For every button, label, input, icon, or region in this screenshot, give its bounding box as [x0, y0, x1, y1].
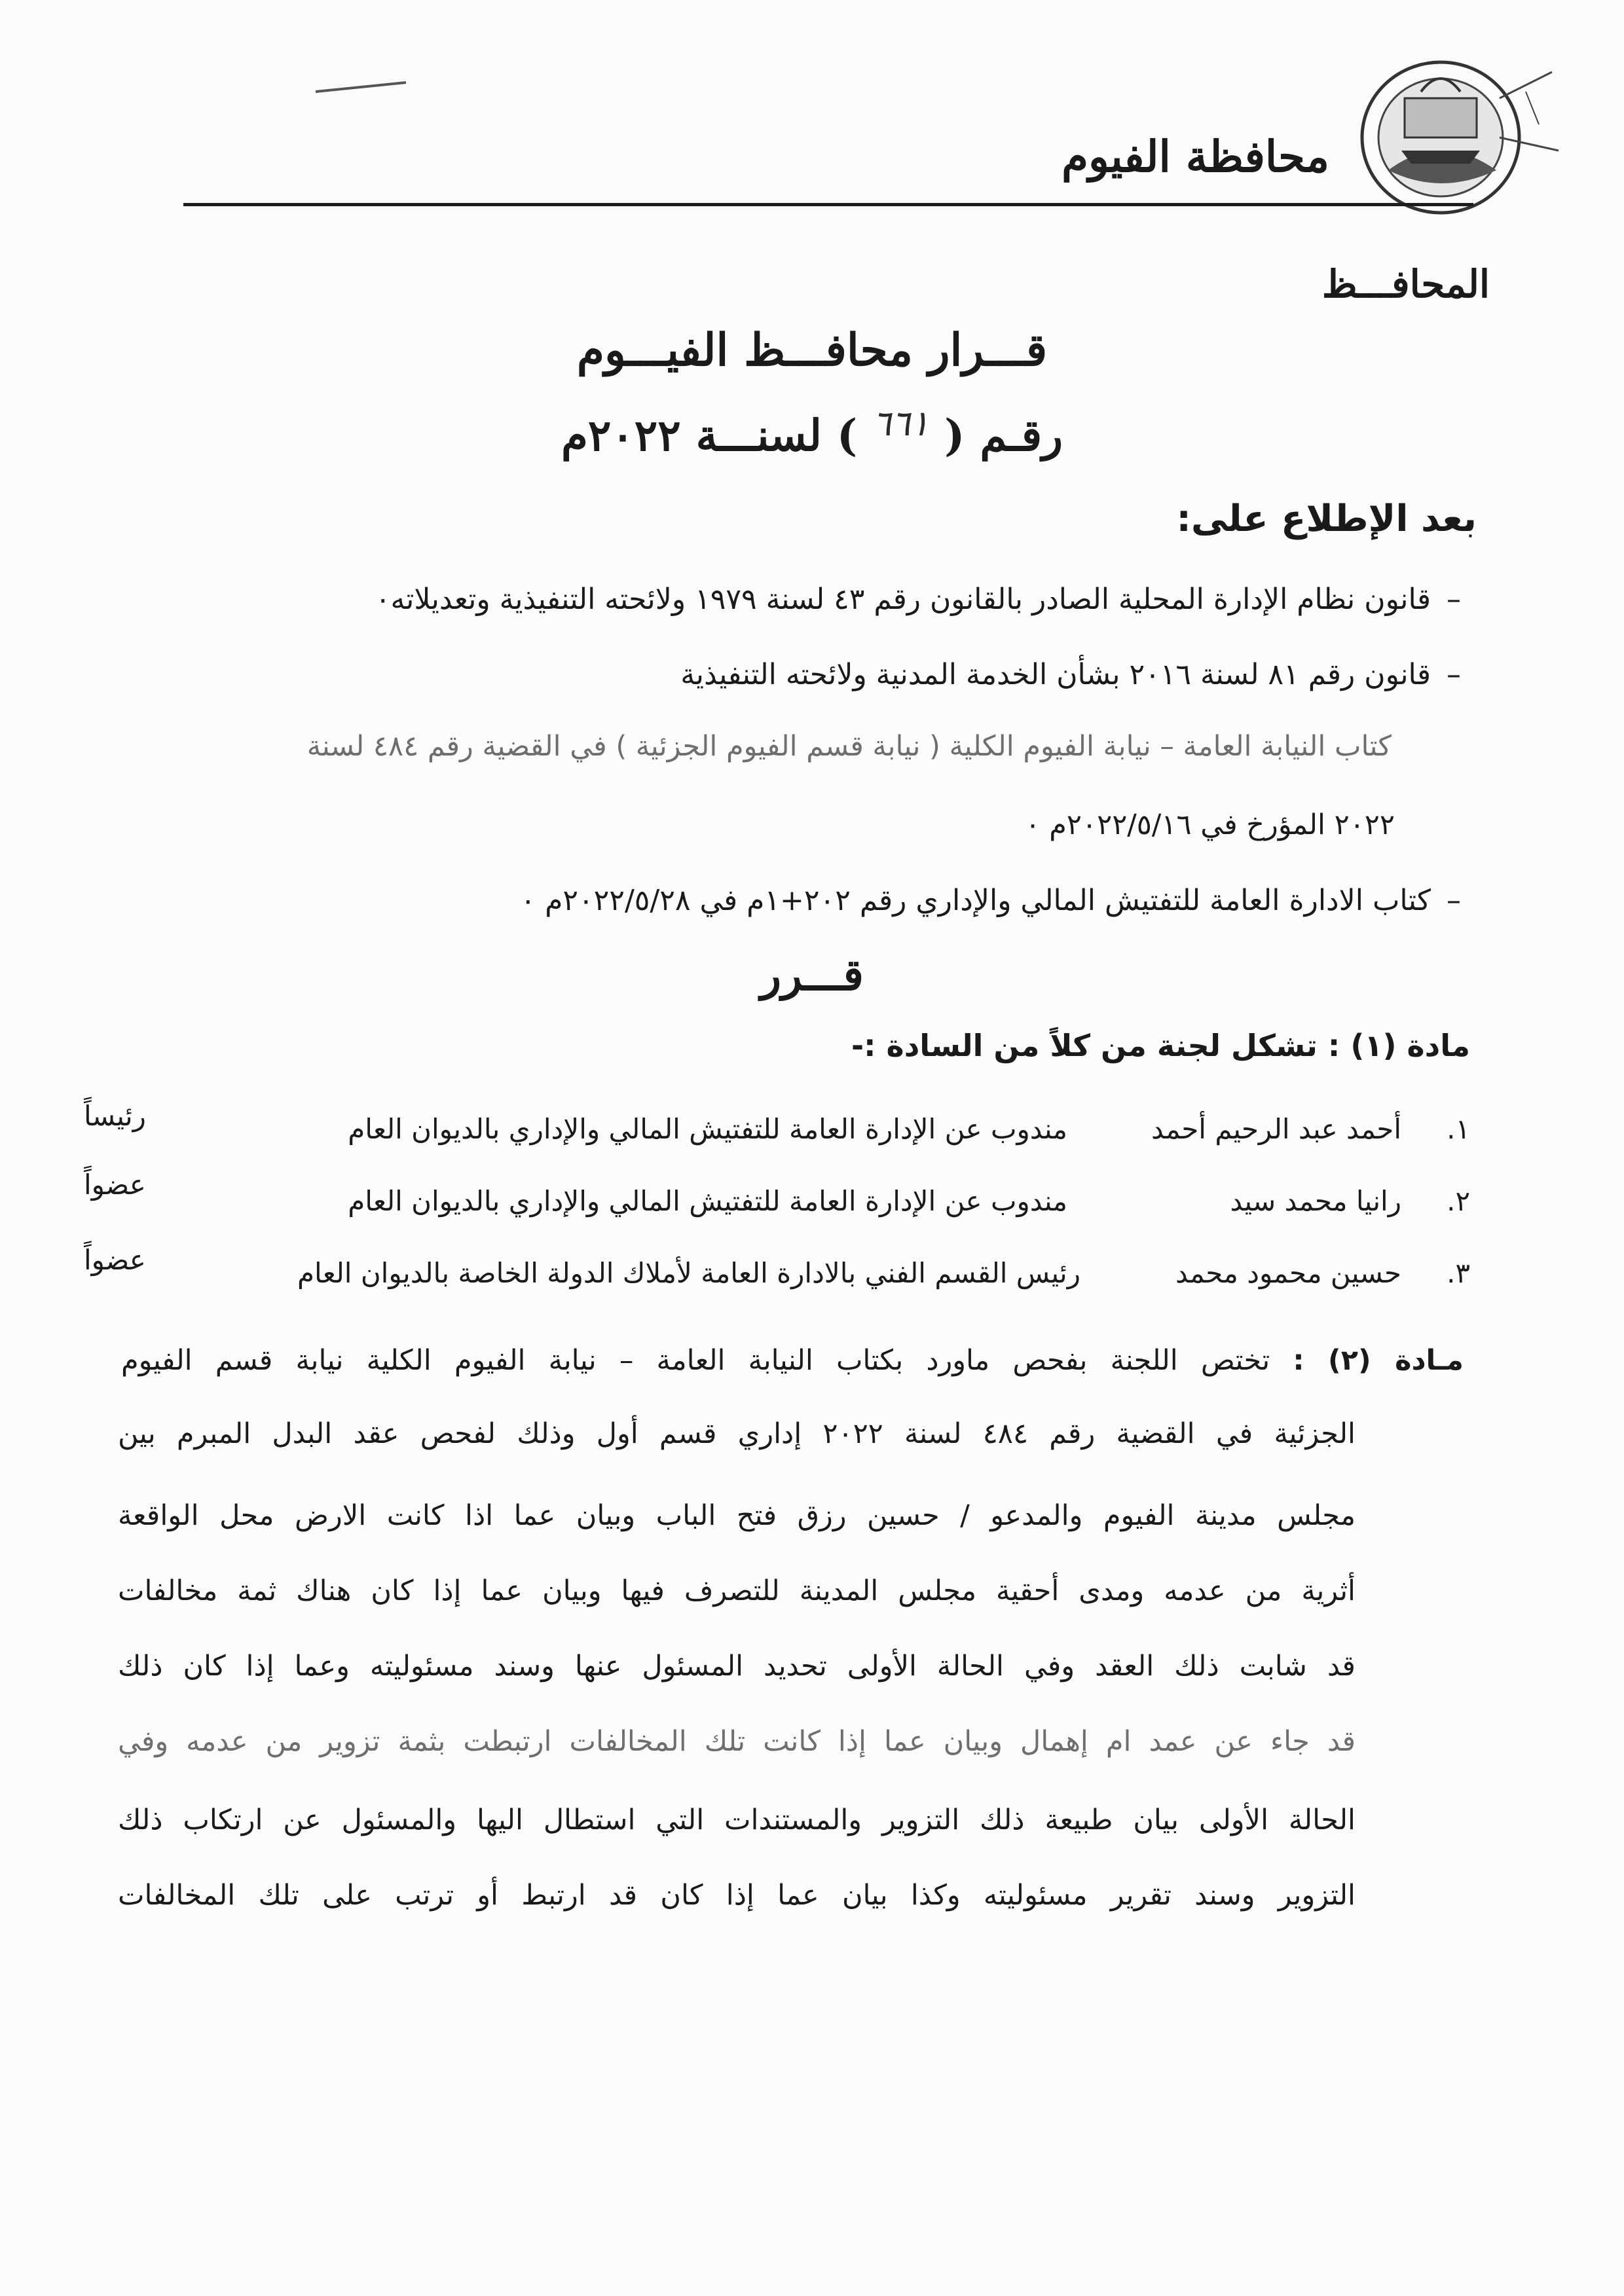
member-description: رئيس القسم الفني بالادارة العامة لأملاك الدولة الخاصة بالديوان العام	[297, 1257, 1080, 1289]
decree-number-line	[0, 403, 1624, 461]
article-2-line: التزوير وسند تقرير مسئوليته وكذا بيان عما إذا كان قد ارتبط أو ترتب على تلك المخالفات	[118, 1879, 1356, 1912]
decree-number-prefix: رقـم (	[944, 410, 1063, 461]
header-rule	[183, 203, 1473, 206]
preamble-item-continued: ٢٠٢٢ المؤرخ في ٢٠٢٢/٥/١٦م ٠	[1025, 809, 1395, 841]
preamble-item: –قانون رقم ٨١ لسنة ٢٠١٦ بشأن الخدمة المدنية ولائحته التنفيذية	[680, 658, 1477, 691]
issuer-title: المحافـــظ	[1321, 262, 1490, 306]
article-2-line: مجلس مدينة الفيوم والمدعو / حسين رزق فتح الباب وبيان عما اذا كانت الارض محل الواقعة	[118, 1499, 1356, 1532]
article-1-heading: مادة (١) : تشكل لجنة من كلاً من السادة :-	[851, 1028, 1470, 1063]
member-description: مندوب عن الإدارة العامة للتفتيش المالي والإداري بالديوان العام	[348, 1185, 1067, 1217]
decree-title: قـــرار محافـــظ الفيـــوم	[576, 324, 1048, 376]
member-role: عضواً	[84, 1244, 146, 1276]
member-number: ٢.	[1447, 1185, 1470, 1217]
member-description: مندوب عن الإدارة العامة للتفتيش المالي والإداري بالديوان العام	[348, 1113, 1067, 1145]
member-number: ٣.	[1447, 1257, 1470, 1289]
member-name: أحمد عبد الرحيم أحمد	[1151, 1113, 1401, 1145]
member-name: حسين محمود محمد	[1175, 1257, 1401, 1289]
decision-heading: قـــرر	[760, 949, 864, 1000]
member-role: عضواً	[84, 1169, 146, 1201]
governorate-name: محافظة الفيوم	[1061, 131, 1329, 182]
preamble-heading: بعد الإطلاع على:	[1176, 498, 1477, 540]
article-2-line: أثرية من عدمه ومدى أحقية مجلس المدينة للتصرف فيها وبيان عما إذا كان هناك ثمة مخالفات	[118, 1575, 1356, 1607]
preamble-item: –قانون نظام الإدارة المحلية الصادر بالقانون رقم ٤٣ لسنة ١٩٧٩ ولائحته التنفيذية وتعديلاته٠	[375, 583, 1477, 616]
member-name: رانيا محمد سيد	[1230, 1185, 1401, 1217]
pen-stroke-mark	[314, 79, 413, 96]
article-2-line: الجزئية في القضية رقم ٤٨٤ لسنة ٢٠٢٢ إداري قسم أول وذلك لفحص عقد البدل المبرم بين	[118, 1417, 1356, 1450]
article-2-text: تختص اللجنة بفحص ماورد بكتاب النيابة العامة – نيابة الفيوم الكلية نيابة قسم الفيوم	[121, 1344, 1270, 1377]
member-number: ١.	[1447, 1113, 1470, 1145]
preamble-item: كتاب النيابة العامة – نيابة الفيوم الكلية ( نيابة قسم الفيوم الجزئية ) في القضية رقم ٤٨٤ لسنة	[306, 730, 1392, 763]
article-2-heading: مـادة (٢) :	[1293, 1344, 1464, 1377]
dash-bullet-icon: –	[1447, 658, 1461, 691]
article-2-line: قد شابت ذلك العقد وفي الحالة الأولى تحديد المسئول عنها وسند مسئوليته وعما إذا كان ذلك	[118, 1650, 1356, 1683]
dash-bullet-icon: –	[1447, 583, 1461, 616]
dash-bullet-icon: –	[1447, 884, 1461, 917]
decree-number-handwritten: ٦٦١	[872, 403, 930, 444]
member-role: رئيساً	[84, 1100, 146, 1132]
governorate-emblem-icon	[1342, 52, 1565, 223]
article-2-line: الحالة الأولى بيان طبيعة ذلك التزوير والمستندات التي استطال اليها والمسئول عن ارتكاب ذلك	[118, 1804, 1356, 1836]
article-2-line: قد جاء عن عمد ام إهمال وبيان عما إذا كانت تلك المخالفات ارتبطت بثمة تزوير من عدمه وفي	[118, 1725, 1356, 1758]
preamble-item: –كتاب الادارة العامة للتفتيش المالي والإداري رقم ٢٠٢+١م في ٢٠٢٢/٥/٢٨م ٠	[521, 884, 1477, 917]
decree-year: ) لسنـــة ٢٠٢٢م	[561, 410, 858, 461]
article-2-first-line	[121, 1344, 1464, 1377]
